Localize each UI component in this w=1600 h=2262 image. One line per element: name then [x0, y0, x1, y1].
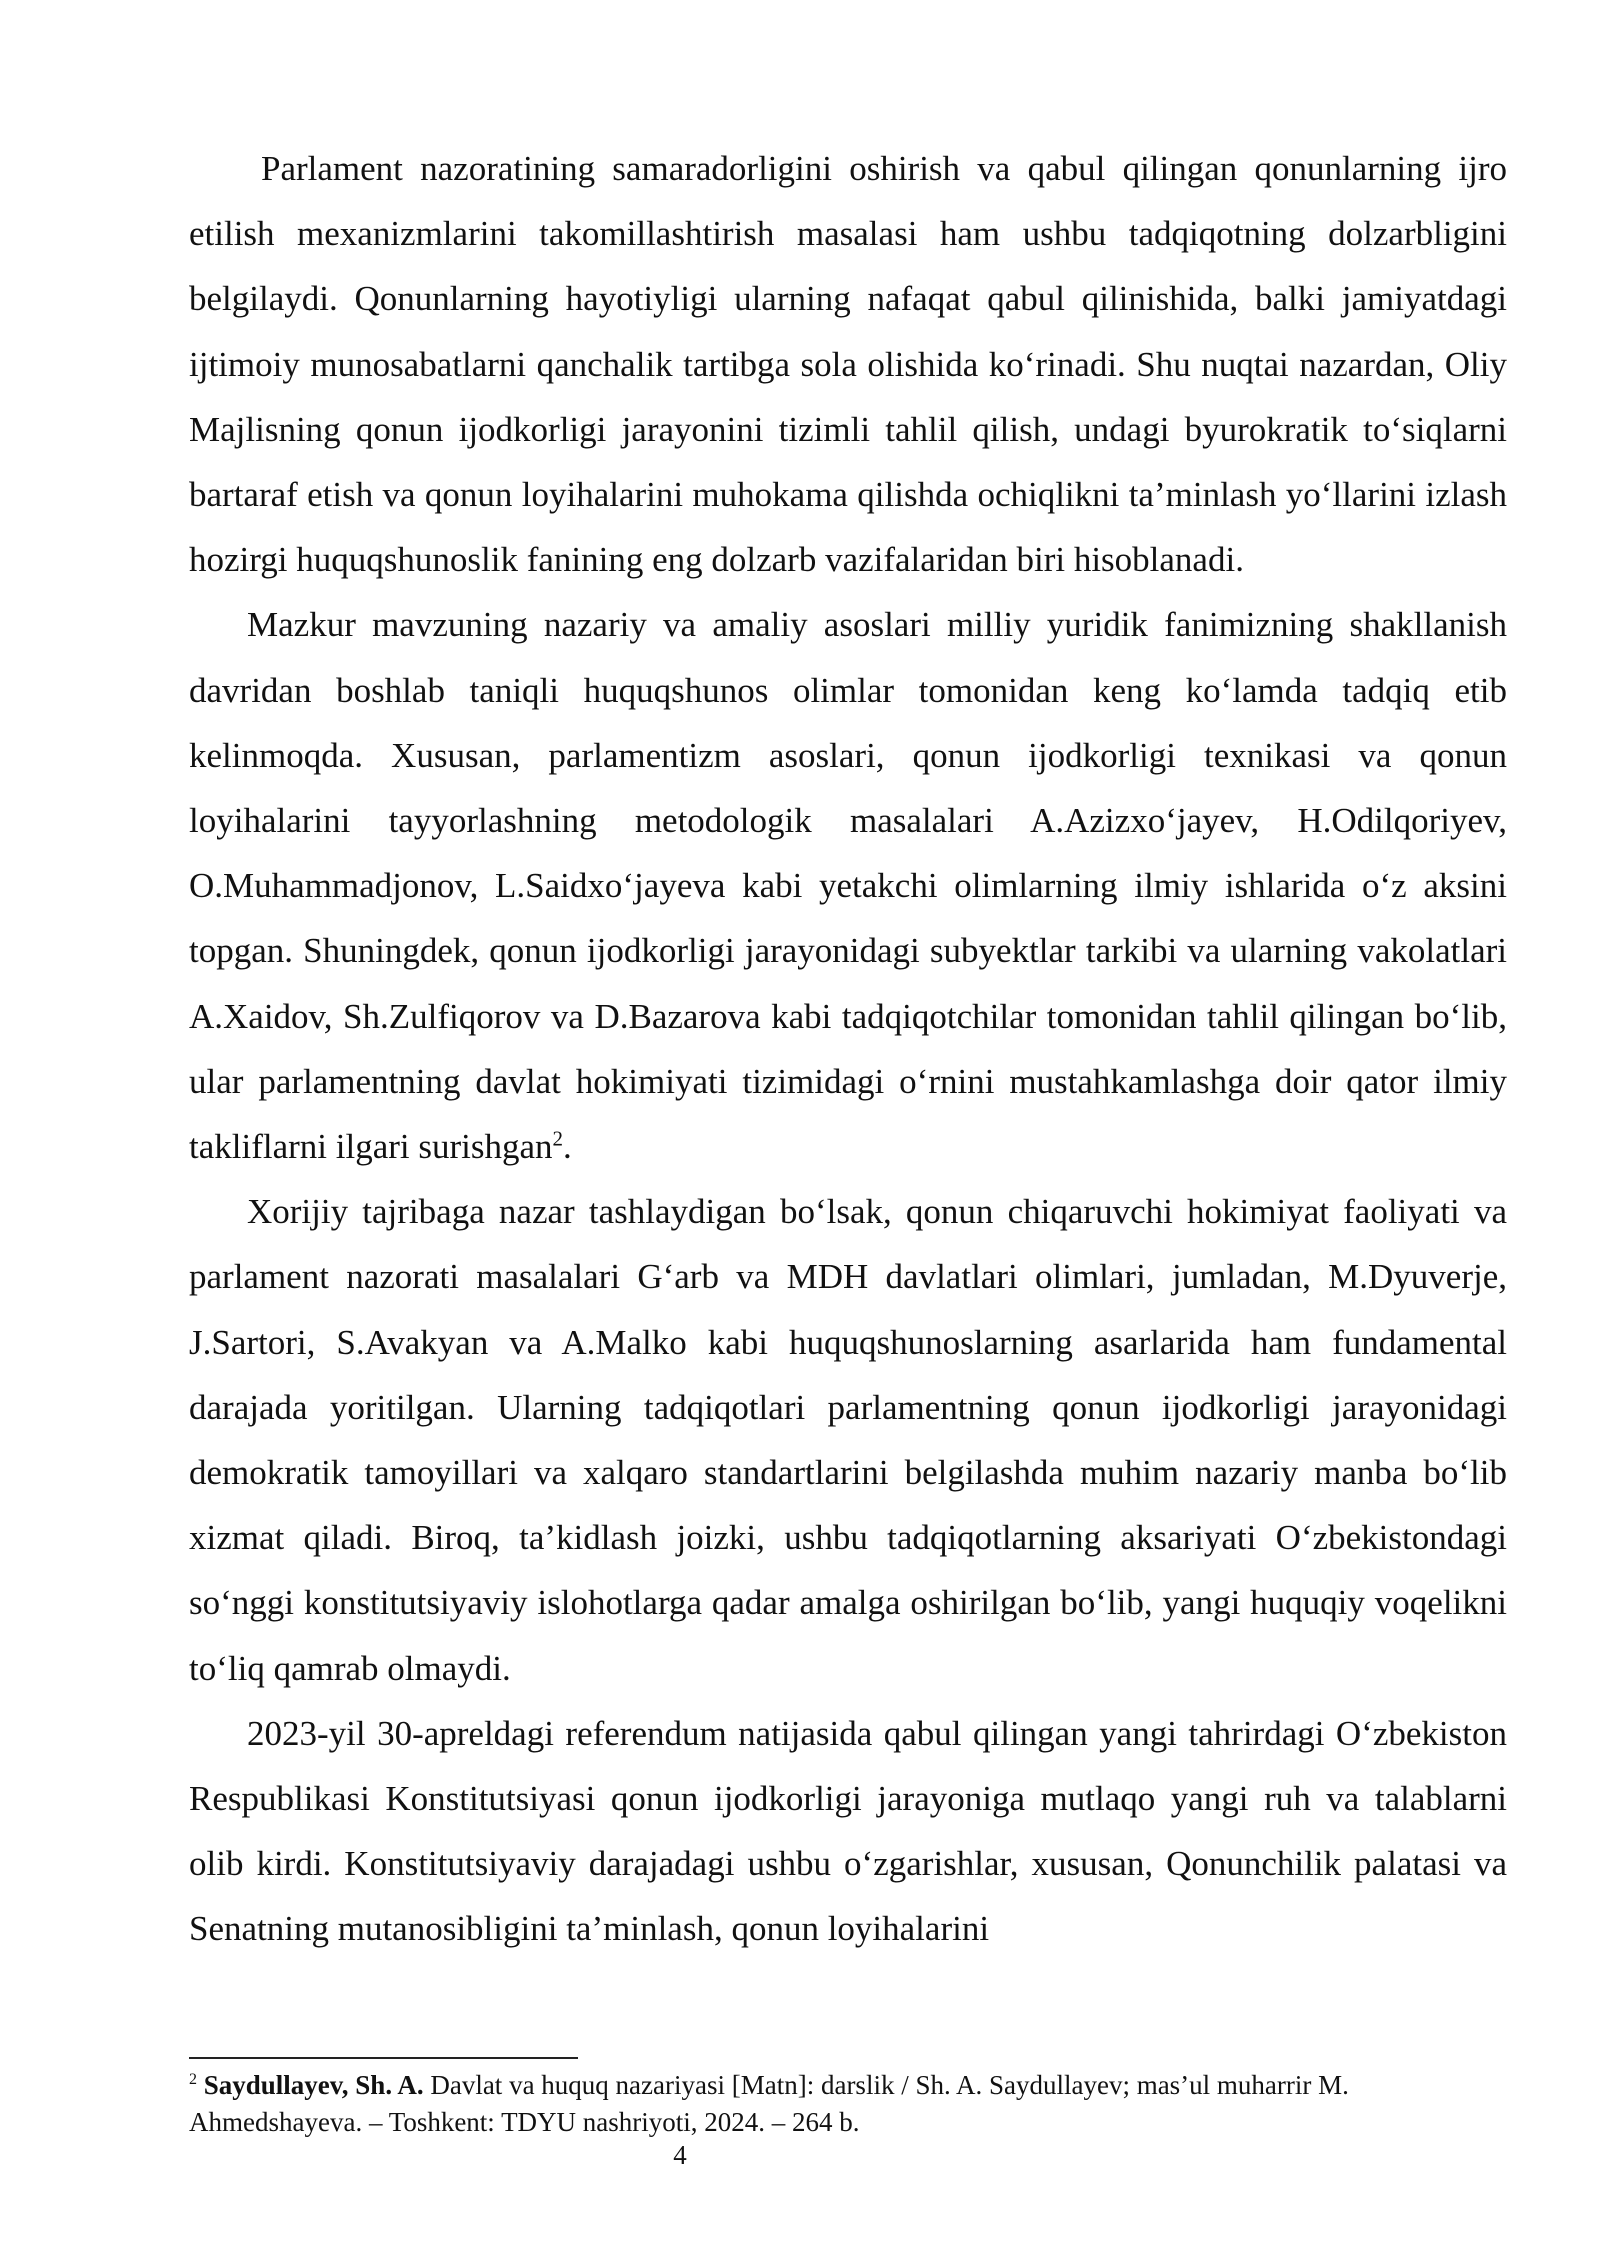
- footnote-author: Saydullayev, Sh. A.: [203, 2070, 424, 2100]
- footnote-reference[interactable]: 2: [552, 1126, 564, 1151]
- paragraph-2-text: Mazkur mavzuning nazariy va amaliy asoslari milliy yuridik fanimizning shakllanish davridan boshlab taniqli huquqshunos olimlar tomonidan keng ko‘lamda tadqiq etib kelinmoqda. Xususan, parlamentizm asoslari, qonun ijodkorligi texnikasi va qonun loyihalarini tayyorlashning metodologik masalalari A.Azizxo‘jayev, H.Odilqoriyev, O.Muhammadjonov, L.Saidxo‘jayeva kabi yetakchi olimlarning ilmiy ishlarida o‘z aksini topgan. Shuningdek, qonun ijodkorligi jarayonidagi subyektlar tarkibi va ularning vakolatlari A.Xaidov, Sh.Zulfiqorov va D.Bazarova kabi tadqiqotchilar tomonidan tahlil qilingan bo‘lib, ular parlamentning davlat hokimiyati tizimidagi o‘rnini mustahkamlashga doir qator ilmiy takliflarni ilgari surishgan: [189, 605, 1507, 1167]
- footnote-separator: [189, 2057, 578, 2059]
- footnote: [189, 2067, 1507, 2141]
- paragraph-4: [189, 1701, 1507, 1962]
- footnote-marker: 2: [189, 2071, 197, 2088]
- paragraph-3-text: Xorijiy tajribaga nazar tashlaydigan bo‘lsak, qonun chiqaruvchi hokimiyat faoliyati va parlament nazorati masalalari G‘arb va MDH davlatlari olimlari, jumladan, M.Dyuverje, J.Sartori, S.Avakyan va A.Malko kabi huquqshunoslarning asarlarida ham fundamental darajada yoritilgan. Ularning tadqiqotlari parlamentning qonun ijodkorligi jarayonidagi demokratik tamoyillari va xalqaro standartlarini belgilashda muhim nazariy manba bo‘lib xizmat qiladi. Biroq, ta’kidlash joizki, ushbu tadqiqotlarning aksariyati O‘zbekistondagi so‘nggi konstitutsiyaviy islohotlarga qadar amalga oshirilgan bo‘lib, yangi huquqiy voqelikni to‘liq qamrab olmaydi.: [189, 1192, 1507, 1688]
- paragraph-2: [189, 592, 1507, 1179]
- paragraph-4-text: 2023-yil 30-apreldagi referendum natijasida qabul qilingan yangi tahrirdagi O‘zbekiston Respublikasi Konstitutsiyasi qonun ijodkorligi jarayoniga mutlaqo yangi ruh va talablarni olib kirdi. Konstitutsiyaviy darajadagi ushbu o‘zgarishlar, xususan, Qonunchilik palatasi va Senatning mutanosibligini ta’minlash, qonun loyihalarini: [189, 1713, 1507, 1949]
- paragraph-1: [189, 136, 1507, 592]
- footnote-text: Davlat va huquq nazariyasi [Matn]: darslik / Sh. A. Saydullayev; mas’ul muharrir M. Ahmedshayeva. – Toshkent: TDYU nashriyoti, 2024. – 264 b.: [189, 2070, 1349, 2137]
- paragraph-1-text: Parlament nazoratining samaradorligini oshirish va qabul qilingan qonunlarning ijro etilish mexanizmlarini takomillashtirish masalasi ham ushbu tadqiqotning dolzarbligini belgilaydi. Qonunlarning hayotiyligi ularning nafaqat qabul qilinishida, balki jamiyatdagi ijtimoiy munosabatlarni qanchalik tartibga sola olishida ko‘rinadi. Shu nuqtai nazardan, Oliy Majlisning qonun ijodkorligi jarayonini tizimli tahlil qilish, undagi byurokratik to‘siqlarni bartaraf etish va qonun loyihalarini muhokama qilishda ochiqlikni ta’minlash yo‘llarini izlash hozirgi huquqshunoslik fanining eng dolzarb vazifalaridan biri hisoblanadi.: [189, 149, 1507, 580]
- paragraph-3: [189, 1179, 1507, 1701]
- paragraph-2-end: .: [563, 1127, 572, 1167]
- page-number: 4: [673, 2140, 687, 2170]
- body-text: [189, 136, 1507, 1962]
